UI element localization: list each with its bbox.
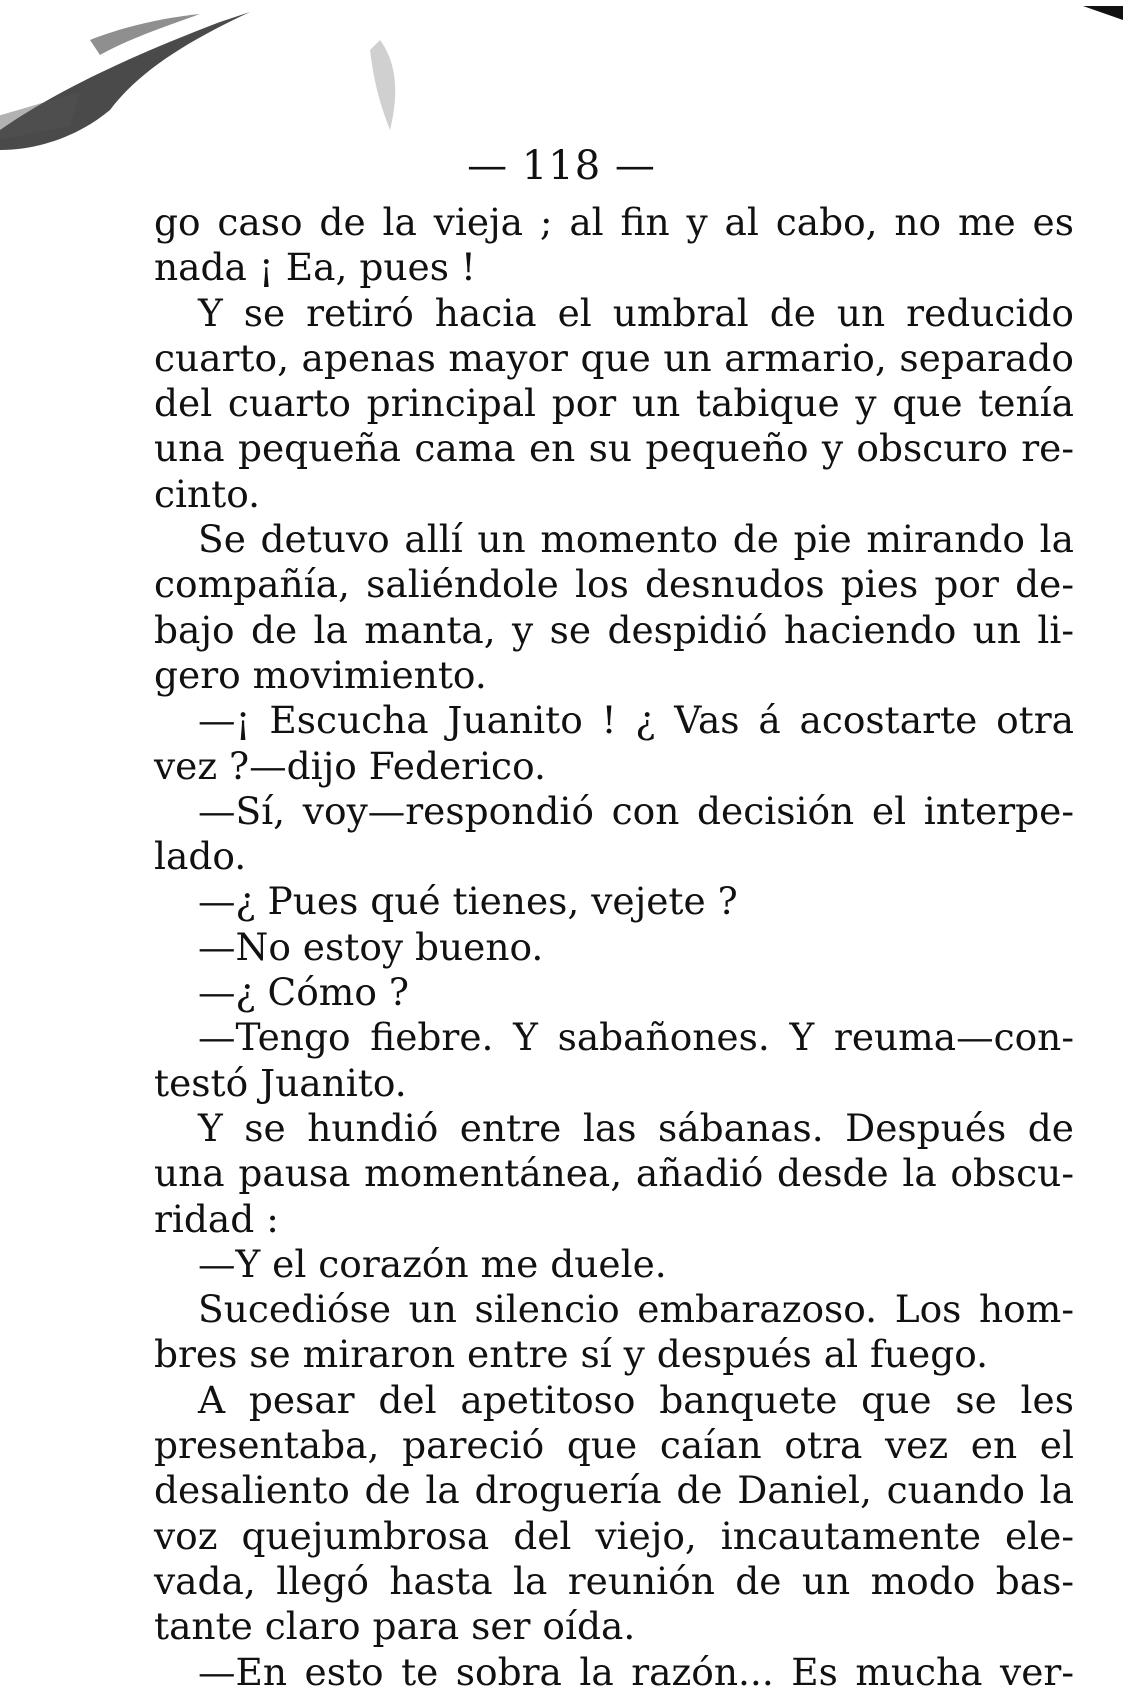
text-line: —Tengo fiebre. Y sabañones. Y reuma—con- xyxy=(198,1015,1074,1060)
text-line: Sucedióse un silencio embarazoso. Los hom- xyxy=(198,1287,1074,1332)
text-line: cinto. xyxy=(154,471,261,516)
text-line: voz quejumbrosa del viejo, incautamente ele- xyxy=(154,1513,1074,1558)
text-line: presentaba, pareció que caían otra vez en el xyxy=(154,1423,1074,1468)
text-line: Se detuvo allí un momento de pie mirando la xyxy=(198,517,1074,562)
text-line: —¿ Pues qué tienes, vejete ? xyxy=(198,879,738,924)
text-line: —¿ Cómo ? xyxy=(198,970,409,1015)
text-line: Y se hundió entre las sábanas. Después de xyxy=(198,1105,1074,1150)
text-line: una pequeña cama en su pequeño y obscuro re- xyxy=(154,426,1074,471)
text-line: go caso de la vieja ; al fin y al cabo, no me es xyxy=(154,200,1074,244)
text-line: —Y el corazón me duele. xyxy=(198,1241,667,1286)
text-line: Y se retiró hacia el umbral de un reducido xyxy=(198,290,1074,335)
scan-smudge-top-center xyxy=(340,30,430,140)
text-line: vez ?—dijo Federico. xyxy=(154,743,546,788)
text-line: tante claro para ser oída. xyxy=(154,1604,636,1649)
scan-corner-mark xyxy=(1083,4,1123,22)
text-line: A pesar del apetitoso banquete que se les xyxy=(198,1377,1074,1422)
page-number: — 118 — xyxy=(467,143,656,189)
text-line: vada, llegó hasta la reunión de un modo bas- xyxy=(154,1558,1074,1603)
text-line: testó Juanito. xyxy=(154,1060,407,1105)
text-line: —En esto te sobra la razón... Es mucha ver- xyxy=(198,1649,1074,1694)
text-line: bres se miraron entre sí y después al fuego. xyxy=(154,1332,989,1377)
text-line: —No estoy bueno. xyxy=(198,924,544,969)
text-line: lado. xyxy=(154,834,247,879)
text-line: cuarto, apenas mayor que un armario, separado xyxy=(154,335,1074,380)
text-line: —¡ Escucha Juanito ! ¿ Vas á acostarte otra xyxy=(198,698,1074,743)
text-line: compañía, saliéndole los desnudos pies por de- xyxy=(154,562,1074,607)
body-text xyxy=(154,200,1074,1695)
text-line: gero movimiento. xyxy=(154,652,487,697)
text-line: desaliento de la droguería de Daniel, cuando la xyxy=(154,1468,1074,1513)
scan-smudge-top-left xyxy=(0,0,290,170)
text-line: nada ¡ Ea, pues ! xyxy=(154,245,476,290)
text-line: del cuarto principal por un tabique y que tenía xyxy=(154,381,1074,426)
text-line: bajo de la manta, y se despidió haciendo un li- xyxy=(154,607,1074,652)
text-line: ridad : xyxy=(154,1196,279,1241)
text-line: una pausa momentánea, añadió desde la obscu- xyxy=(154,1151,1074,1196)
text-line: —Sí, voy—respondió con decisión el interpe- xyxy=(198,788,1074,833)
